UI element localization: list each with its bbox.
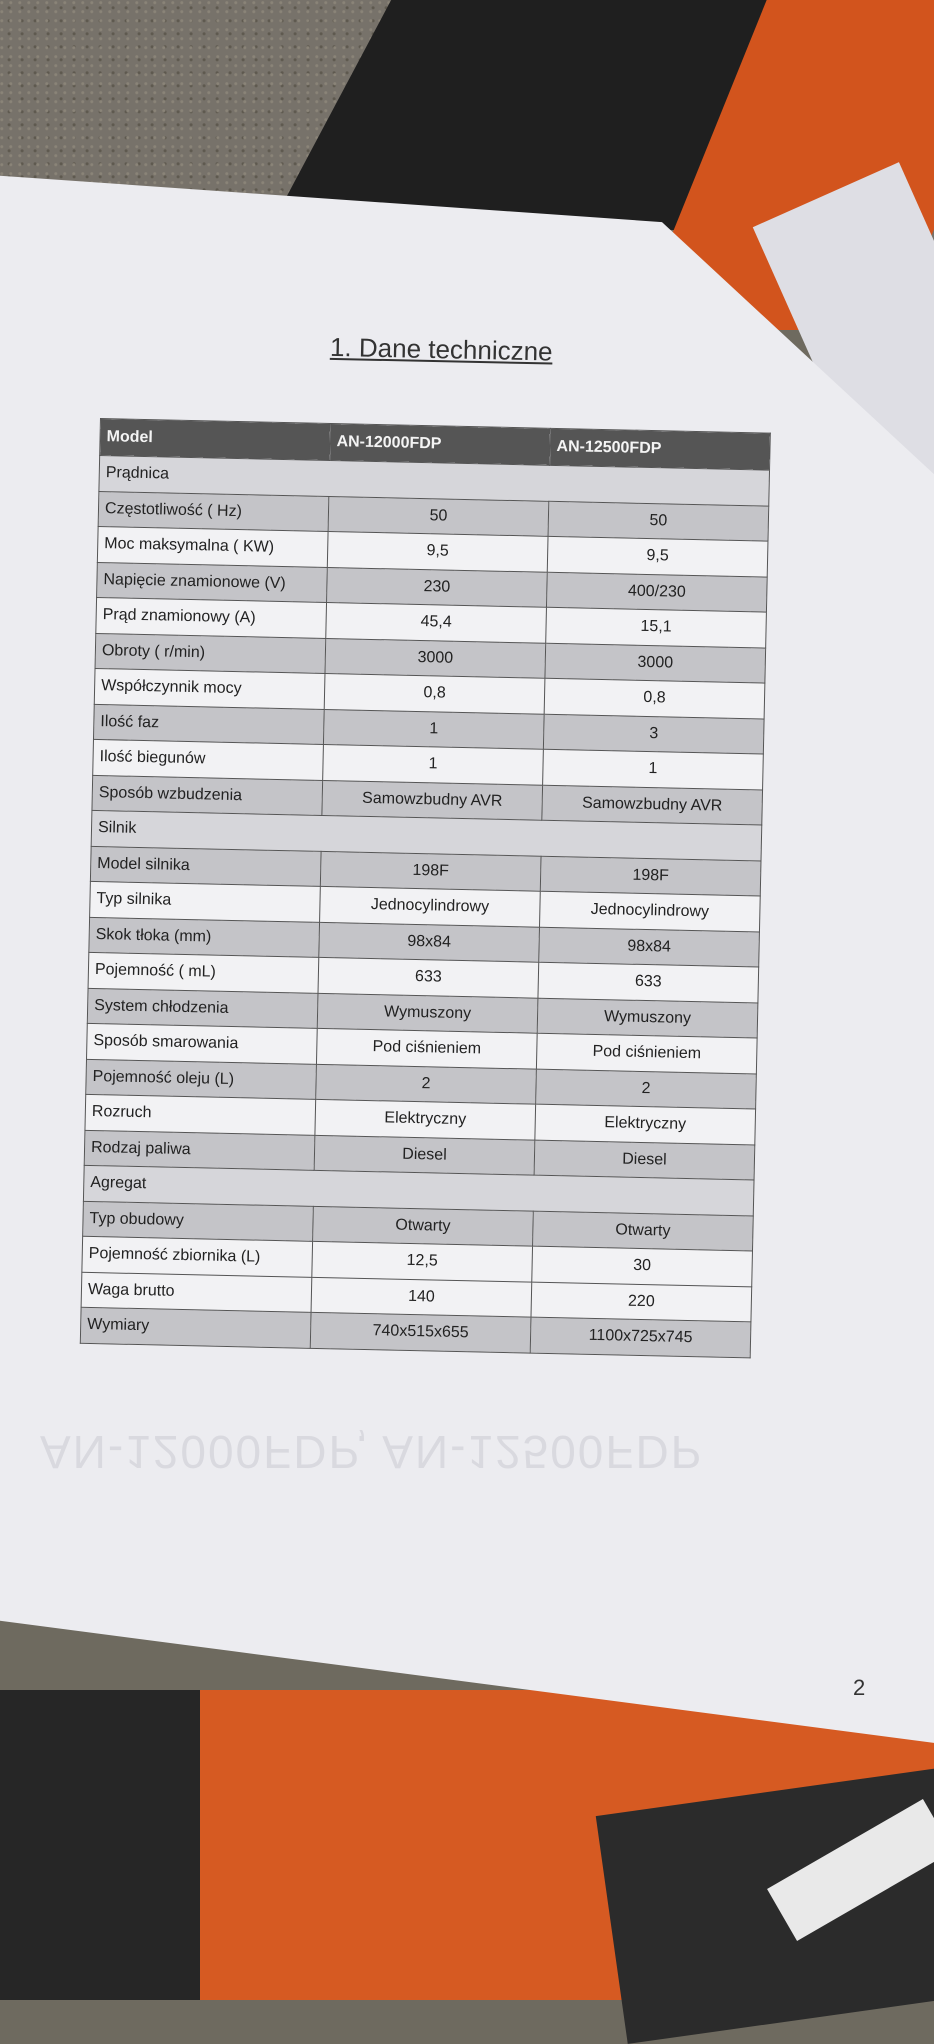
row-value-1: Elektryczny — [315, 1099, 536, 1139]
row-value-1: Diesel — [314, 1135, 535, 1175]
row-value-2: 3 — [543, 714, 764, 754]
bleed-through-text: AN-12000FDP, AN-12500FDP — [40, 1426, 704, 1478]
row-value-1: 12,5 — [312, 1241, 533, 1281]
row-value-1: 1 — [323, 709, 544, 749]
table-body — [80, 456, 769, 1358]
header-model-1: AN-12000FDP — [330, 424, 551, 466]
row-label: System chłodzenia — [87, 988, 318, 1029]
row-value-2: 220 — [531, 1282, 752, 1322]
spec-table-container — [80, 418, 770, 1358]
row-value-1: 9,5 — [327, 532, 548, 572]
row-value-1: 0,8 — [324, 673, 545, 713]
section-label: Agregat — [83, 1165, 754, 1215]
row-label: Prąd znamionowy (A) — [96, 597, 327, 638]
row-value-1: 98x84 — [319, 922, 540, 962]
row-value-2: 9,5 — [547, 536, 768, 576]
row-value-2: Otwarty — [533, 1211, 754, 1251]
row-label: Skok tłoka (mm) — [89, 917, 320, 958]
row-label: Rozruch — [85, 1094, 316, 1135]
row-label: Typ silnika — [90, 881, 321, 922]
row-value-2: 2 — [536, 1069, 757, 1109]
section-label: Prądnica — [99, 456, 770, 506]
row-value-2: Wymuszony — [537, 998, 758, 1038]
row-value-2: Diesel — [534, 1140, 755, 1180]
row-label: Typ obudowy — [83, 1201, 314, 1242]
row-value-1: 740x515x655 — [310, 1312, 531, 1352]
header-model-2: AN-12500FDP — [550, 428, 771, 470]
row-value-1: 1 — [323, 744, 544, 784]
row-label: Sposób smarowania — [87, 1023, 318, 1064]
spec-table — [80, 418, 771, 1358]
row-value-1: 198F — [320, 851, 541, 891]
row-value-2: 30 — [532, 1246, 753, 1286]
row-value-2: 15,1 — [546, 607, 767, 647]
section-label: Silnik — [91, 810, 762, 860]
row-value-2: 633 — [538, 962, 759, 1002]
row-value-1: Jednocylindrowy — [320, 886, 541, 926]
row-value-2: 1 — [543, 749, 764, 789]
row-value-1: Pod ciśnieniem — [316, 1028, 537, 1068]
row-value-1: 50 — [328, 496, 549, 536]
row-value-2: 0,8 — [544, 678, 765, 718]
row-value-1: 2 — [316, 1064, 537, 1104]
header-model-label: Model — [100, 419, 331, 461]
row-label: Współczynnik mocy — [94, 668, 325, 709]
row-label: Pojemność oleju (L) — [86, 1059, 317, 1100]
row-label: Pojemność zbiornika (L) — [82, 1236, 313, 1277]
row-label: Obroty ( r/min) — [95, 633, 326, 674]
document-title: 1. Dane techniczne — [329, 331, 553, 367]
row-value-2: Pod ciśnieniem — [536, 1033, 757, 1073]
row-label: Ilość faz — [93, 704, 324, 745]
row-value-1: 3000 — [325, 638, 546, 678]
row-value-2: 400/230 — [546, 572, 767, 612]
row-value-2: 1100x725x745 — [530, 1317, 751, 1357]
row-label: Pojemność ( mL) — [88, 952, 319, 993]
row-label: Moc maksymalna ( KW) — [97, 526, 328, 567]
row-value-1: 633 — [318, 957, 539, 997]
row-label: Wymiary — [80, 1307, 311, 1348]
row-value-1: 45,4 — [326, 602, 547, 642]
row-value-1: 230 — [327, 567, 548, 607]
row-value-1: Otwarty — [313, 1206, 534, 1246]
row-label: Rodzaj paliwa — [84, 1130, 315, 1171]
row-value-2: 50 — [548, 501, 769, 541]
row-label: Ilość biegunów — [93, 739, 324, 780]
row-label: Napięcie znamionowe (V) — [97, 562, 328, 603]
row-value-1: Samowzbudny AVR — [322, 780, 543, 820]
row-value-2: 198F — [540, 856, 761, 896]
row-label: Częstotliwość ( Hz) — [98, 491, 329, 532]
row-value-2: Samowzbudny AVR — [542, 785, 763, 825]
row-value-2: 3000 — [545, 643, 766, 683]
row-value-1: 140 — [311, 1277, 532, 1317]
row-value-2: Elektryczny — [535, 1104, 756, 1144]
row-label: Sposób wzbudzenia — [92, 775, 323, 816]
background-dark-edge — [0, 1690, 200, 2000]
row-value-1: Wymuszony — [317, 993, 538, 1033]
page-number: 2 — [853, 1675, 866, 1700]
row-label: Model silnika — [90, 846, 321, 887]
row-label: Waga brutto — [81, 1272, 312, 1313]
row-value-2: Jednocylindrowy — [540, 891, 761, 931]
row-value-2: 98x84 — [539, 927, 760, 967]
